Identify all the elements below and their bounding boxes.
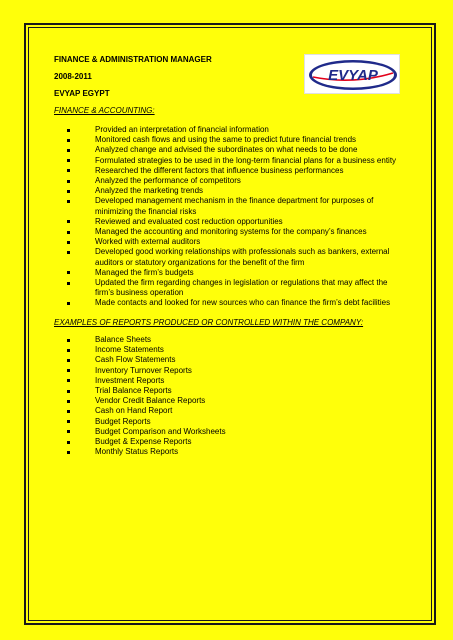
bullet-icon [67, 400, 70, 403]
list-item: Provided an interpretation of financial information [54, 125, 404, 135]
list-item: Reviewed and evaluated cost reduction opportunities [54, 217, 404, 227]
list-item: Inventory Turnover Reports [54, 366, 404, 376]
bullet-icon [67, 200, 70, 203]
bullet-icon [67, 369, 70, 372]
list-item: Cash on Hand Report [54, 406, 404, 416]
list-item: Developed good working relationships with professionals such as bankers, external auditors or statutory organizations for the benefit of the firm [54, 247, 404, 267]
bullet-icon [67, 379, 70, 382]
company-name: EVYAP EGYPT [54, 89, 110, 98]
section-heading-finance: FINANCE & ACCOUNTING: [54, 106, 155, 115]
list-item: Monthly Status Reports [54, 447, 404, 457]
list-item: Analyzed the performance of competitors [54, 176, 404, 186]
bullet-icon [67, 390, 70, 393]
bullet-icon [67, 190, 70, 193]
bullet-icon [67, 241, 70, 244]
evyap-logo [304, 54, 400, 94]
bullet-icon [67, 231, 70, 234]
bullet-icon [67, 420, 70, 423]
bullet-icon [67, 430, 70, 433]
list-item: Budget & Expense Reports [54, 437, 404, 447]
bullet-icon [67, 410, 70, 413]
bullet-icon [67, 339, 70, 342]
list-item: Investment Reports [54, 376, 404, 386]
list-item: Managed the accounting and monitoring systems for the company’s finances [54, 227, 404, 237]
bullet-icon [67, 251, 70, 254]
list-item: Worked with external auditors [54, 237, 404, 247]
bullet-icon [67, 302, 70, 305]
list-item: Formulated strategies to be used in the long-term financial plans for a business entity [54, 156, 404, 166]
evyap-logo-icon [305, 55, 401, 95]
bullet-icon [67, 441, 70, 444]
list-item: Budget Reports [54, 417, 404, 427]
reports-list [54, 335, 404, 457]
bullet-icon [67, 139, 70, 142]
list-item: Vendor Credit Balance Reports [54, 396, 404, 406]
bullet-icon [67, 159, 70, 162]
bullet-icon [67, 271, 70, 274]
list-item: Trial Balance Reports [54, 386, 404, 396]
svg-text:EVYAP: EVYAP [328, 67, 378, 84]
list-item: Balance Sheets [54, 335, 404, 345]
list-item: Developed management mechanism in the finance department for purposes of minimizing the financial risks [54, 196, 404, 216]
bullet-icon [67, 349, 70, 352]
list-item: Analyzed the marketing trends [54, 186, 404, 196]
list-item: Researched the different factors that influence business performances [54, 166, 404, 176]
bullet-icon [67, 169, 70, 172]
list-item: Managed the firm’s budgets [54, 268, 404, 278]
job-title: FINANCE & ADMINISTRATION MANAGER [54, 55, 212, 64]
bullet-icon [67, 282, 70, 285]
list-item: Monitored cash flows and using the same to predict future financial trends [54, 135, 404, 145]
bullet-icon [67, 220, 70, 223]
bullet-icon [67, 451, 70, 454]
list-item: Cash Flow Statements [54, 355, 404, 365]
bullet-icon [67, 180, 70, 183]
list-item: Budget Comparison and Worksheets [54, 427, 404, 437]
job-period: 2008-2011 [54, 72, 92, 81]
list-item: Analyzed change and advised the subordinates on what needs to be done [54, 145, 404, 155]
list-item: Income Statements [54, 345, 404, 355]
bullet-icon [67, 359, 70, 362]
section-heading-reports: EXAMPLES OF REPORTS PRODUCED OR CONTROLLED WITHIN THE COMPANY: [54, 318, 364, 327]
list-item: Updated the firm regarding changes in legislation or regulations that may affect the firm’s business operation [54, 278, 404, 298]
bullet-icon [67, 129, 70, 132]
bullet-icon [67, 149, 70, 152]
finance-duties-list [54, 125, 404, 309]
list-item: Made contacts and looked for new sources who can finance the firm’s debt facilities [54, 298, 404, 308]
